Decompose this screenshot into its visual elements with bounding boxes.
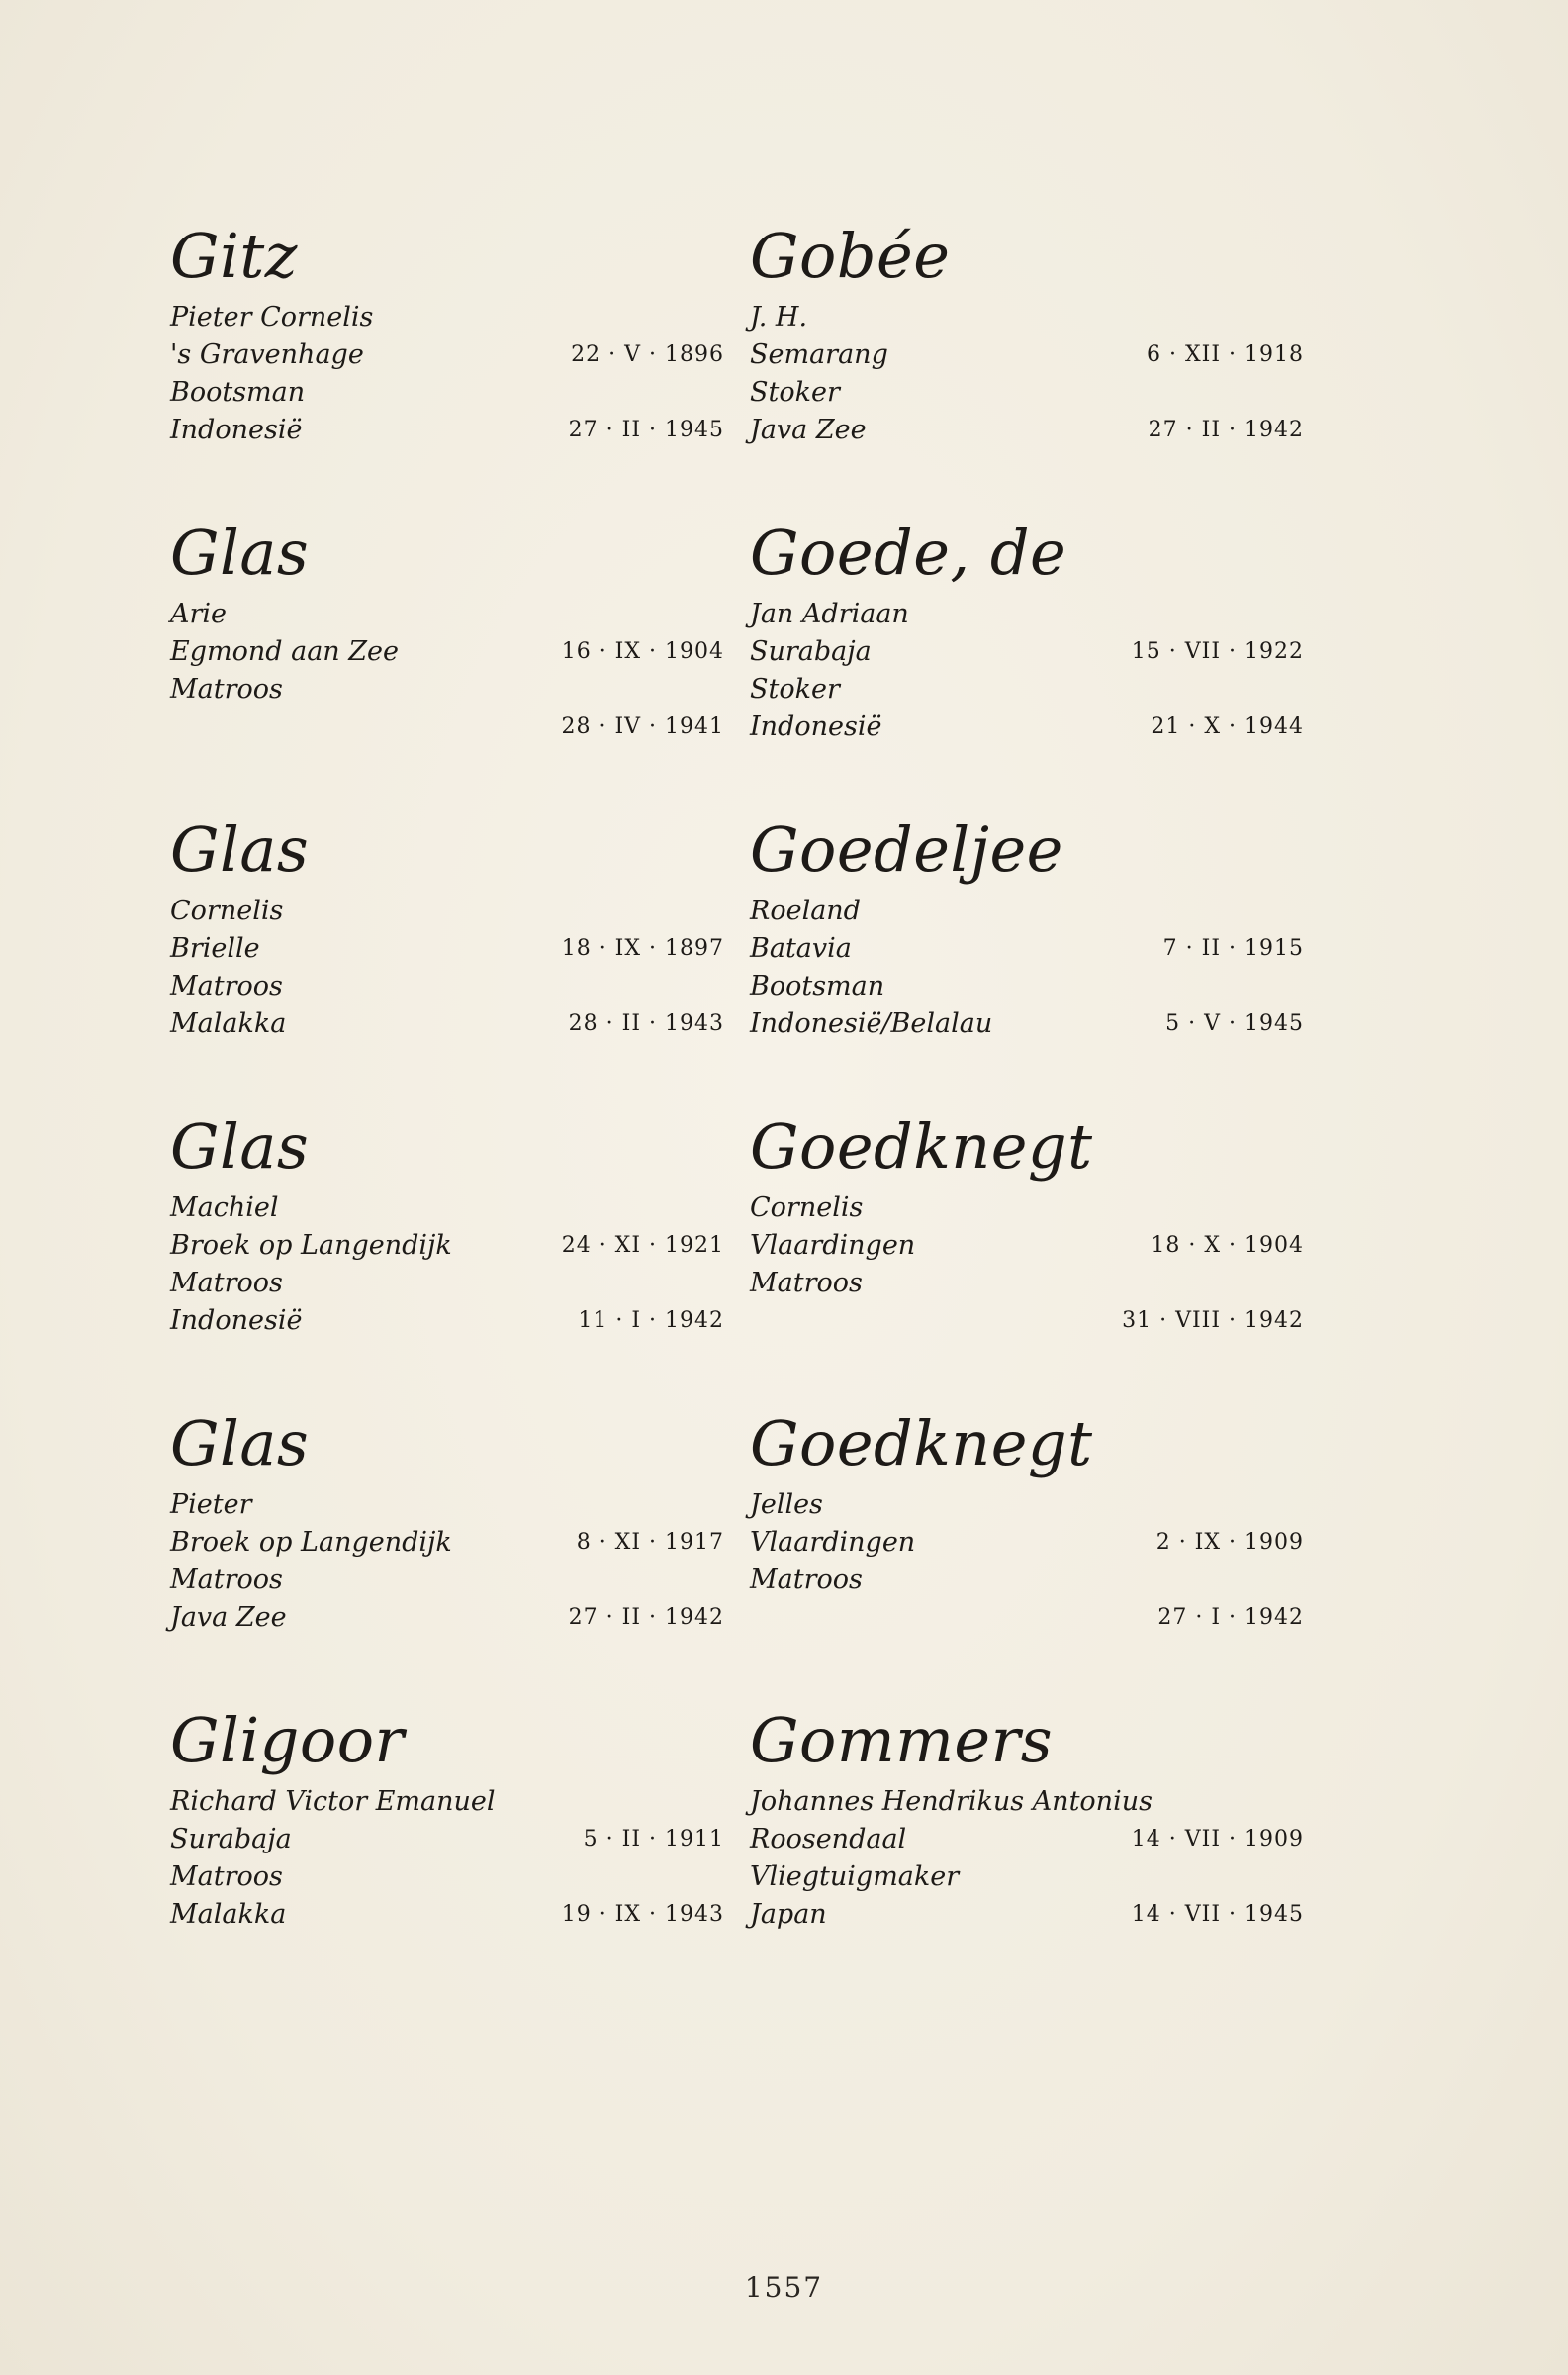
death-place: Indonesië/Belalau [750,1008,993,1039]
birth-date: 24 · XI · 1921 [561,1233,724,1258]
surname: Goedknegt [750,1110,1093,1183]
given-names: Jelles [750,1489,823,1520]
death-place: Java Zee [750,415,867,445]
death-place: Java Zee [170,1602,287,1633]
death-place: Malakka [170,1899,287,1930]
given-names-row [750,596,1304,633]
death-row [170,709,724,746]
birth-date: 18 · IX · 1897 [561,936,724,961]
surname: Gitz [170,220,298,292]
page-number: 1557 [744,2271,824,2304]
death-place: Indonesië [170,415,303,445]
rank: Bootsman [170,377,306,408]
given-names-row [170,299,724,336]
given-names: Pieter [170,1489,252,1520]
death-date: 27 · II · 1942 [568,1605,724,1630]
birth-date: 14 · VII · 1909 [1131,1827,1304,1852]
surname: Goedknegt [750,1407,1093,1479]
given-names-row [750,893,1304,930]
death-date: 19 · IX · 1943 [561,1902,724,1927]
birthplace: Semarang [750,339,888,370]
rank-row [750,1562,1304,1599]
death-row [170,412,724,449]
birth-row [170,1524,724,1562]
rank-row [170,1265,724,1302]
rank-row [750,968,1304,1005]
birthplace: Vlaardingen [750,1527,916,1558]
entry-glas-arie [170,517,724,746]
rank: Matroos [170,1565,283,1595]
death-date: 21 · X · 1944 [1151,714,1304,739]
birth-date: 5 · II · 1911 [583,1827,724,1852]
rank: Matroos [170,674,283,705]
death-date: 27 · II · 1942 [1148,418,1304,442]
given-names: Richard Victor Emanuel [170,1786,496,1817]
death-date: 14 · VII · 1945 [1131,1902,1304,1927]
birth-row [170,1821,724,1858]
birthplace: Vlaardingen [750,1230,916,1261]
birth-row [750,1227,1304,1265]
given-names-row [170,596,724,633]
given-names-row [750,1486,1304,1524]
birth-row [750,1821,1304,1858]
death-place: Indonesië [170,1305,303,1336]
rank: Stoker [750,377,840,408]
rank: Matroos [750,1565,863,1595]
birth-date: 18 · X · 1904 [1151,1233,1304,1258]
given-names-row [750,1783,1304,1821]
birth-date: 15 · VII · 1922 [1131,639,1304,664]
rank-row [750,374,1304,412]
birth-date: 22 · V · 1896 [571,342,724,367]
rank: Bootsman [750,971,885,1001]
entry-gligoor [170,1704,724,1934]
death-place: Indonesië [750,712,882,742]
birth-row [170,633,724,671]
birthplace: Broek op Langendijk [170,1230,452,1261]
surname: Gligoor [170,1704,405,1776]
birth-date: 6 · XII · 1918 [1147,342,1304,367]
rank: Matroos [170,1861,283,1892]
entry-goedknegt-cornelis [750,1110,1304,1340]
entry-goedknegt-jelles [750,1407,1304,1637]
given-names-row [170,1486,724,1524]
death-row [750,412,1304,449]
rank-row [170,374,724,412]
birthplace: Egmond aan Zee [170,636,399,667]
entry-gommers [750,1704,1304,1934]
rank-row [170,968,724,1005]
surname: Goede, de [750,517,1067,589]
birth-row [170,1227,724,1265]
rank: Vliegtuigmaker [750,1861,960,1892]
given-names: Cornelis [750,1192,864,1223]
death-place: Malakka [170,1008,287,1039]
entry-goede-de [750,517,1304,746]
death-date: 31 · VIII · 1942 [1122,1308,1304,1333]
death-row [170,1896,724,1934]
birth-date: 8 · XI · 1917 [576,1530,724,1555]
rank-row [750,1858,1304,1896]
surname: Gommers [750,1704,1054,1776]
birth-row [750,633,1304,671]
rank: Stoker [750,674,840,705]
entry-goedeljee [750,813,1304,1043]
given-names: Jan Adriaan [750,599,909,629]
death-date: 28 · IV · 1941 [561,714,724,739]
surname: Gobée [750,220,951,292]
rank: Matroos [170,971,283,1001]
death-date: 11 · I · 1942 [578,1308,724,1333]
given-names-row [750,1189,1304,1227]
birthplace: Brielle [170,933,260,964]
given-names-row [170,1189,724,1227]
surname: Glas [170,517,310,589]
birthplace: Surabaja [750,636,872,667]
death-row [170,1302,724,1340]
birthplace: Roosendaal [750,1824,907,1854]
given-names: Johannes Hendrikus Antonius [750,1786,1153,1817]
entry-gobee [750,220,1304,449]
given-names-row [170,893,724,930]
given-names-row [750,299,1304,336]
death-date: 27 · II · 1945 [568,418,724,442]
surname: Glas [170,1407,310,1479]
death-date: 28 · II · 1943 [568,1011,724,1036]
entry-gitz [170,220,724,449]
death-row [750,1896,1304,1934]
birth-date: 2 · IX · 1909 [1155,1530,1304,1555]
birth-row [170,336,724,374]
entry-glas-cornelis [170,813,724,1043]
death-date: 5 · V · 1945 [1165,1011,1304,1036]
surname: Goedeljee [750,813,1063,886]
birthplace: Surabaja [170,1824,292,1854]
birthplace: 's Gravenhage [170,339,364,370]
rank-row [750,671,1304,709]
death-row [170,1005,724,1043]
given-names: Arie [170,599,228,629]
rank-row [750,1265,1304,1302]
death-row [170,1599,724,1637]
birth-date: 16 · IX · 1904 [561,639,724,664]
entry-glas-pieter [170,1407,724,1637]
birth-row [750,336,1304,374]
given-names: Roeland [750,896,861,926]
death-place: Japan [750,1899,827,1930]
given-names: Cornelis [170,896,284,926]
given-names-row [170,1783,724,1821]
birth-row [170,930,724,968]
death-row [750,1302,1304,1340]
surname: Glas [170,1110,310,1183]
death-row [750,1005,1304,1043]
given-names: Machiel [170,1192,279,1223]
death-row [750,1599,1304,1637]
surname: Glas [170,813,310,886]
rank-row [170,671,724,709]
birth-row [750,930,1304,968]
death-row [750,709,1304,746]
birthplace: Batavia [750,933,852,964]
birth-row [750,1524,1304,1562]
death-date: 27 · I · 1942 [1157,1605,1304,1630]
birth-date: 7 · II · 1915 [1162,936,1304,961]
birthplace: Broek op Langendijk [170,1527,452,1558]
given-names: Pieter Cornelis [170,302,374,332]
rank: Matroos [170,1268,283,1298]
rank: Matroos [750,1268,863,1298]
rank-row [170,1562,724,1599]
given-names: J. H. [750,302,808,332]
entry-glas-machiel [170,1110,724,1340]
rank-row [170,1858,724,1896]
